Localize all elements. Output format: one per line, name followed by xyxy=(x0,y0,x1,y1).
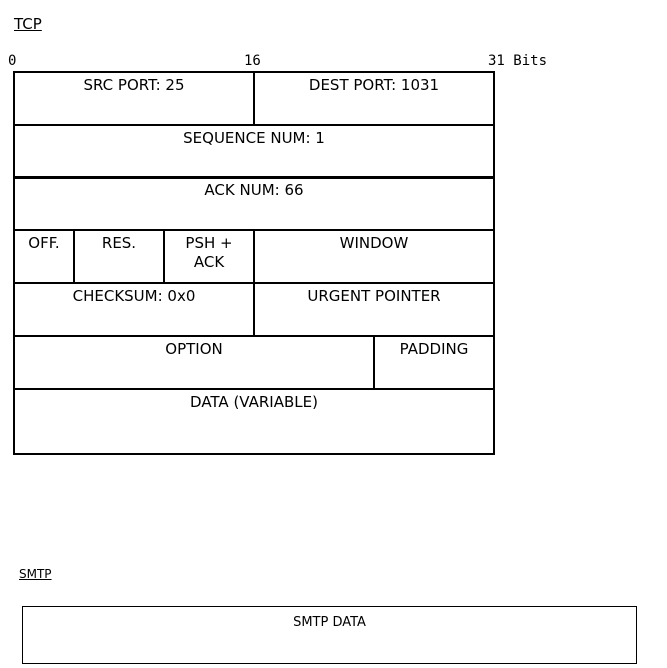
dest-port-label: DEST PORT: 1031 xyxy=(308,76,440,94)
data-label: DATA (VARIABLE) xyxy=(190,393,318,411)
window-label: WINDOW xyxy=(339,234,409,252)
data-field xyxy=(13,388,495,455)
smtp-data-label: SMTP DATA xyxy=(293,615,366,630)
dest-port-field xyxy=(253,71,495,126)
src-port-label: SRC PORT: 25 xyxy=(83,76,185,94)
sequence-num-field xyxy=(13,124,495,179)
checksum-label: CHECKSUM: 0x0 xyxy=(72,287,196,305)
option-field xyxy=(13,335,375,390)
window-field xyxy=(253,229,495,284)
option-label: OPTION xyxy=(165,340,223,358)
src-port-field xyxy=(13,71,255,126)
smtp-title: SMTP xyxy=(19,567,52,581)
tcp-title: TCP xyxy=(14,15,42,33)
urgent-pointer-label: URGENT POINTER xyxy=(307,287,441,305)
offset-label: OFF. xyxy=(28,234,60,252)
flags-label-line1: PSH + xyxy=(185,234,233,252)
bit-ruler-start: 0 xyxy=(8,53,17,69)
padding-label: PADDING xyxy=(399,340,469,358)
reserved-label: RES. xyxy=(101,234,137,252)
ack-num-field xyxy=(13,176,495,231)
flags-field xyxy=(163,229,255,284)
flags-label-line2: ACK xyxy=(193,253,225,271)
bit-ruler-mid: 16 xyxy=(244,53,261,69)
ack-num-label: ACK NUM: 66 xyxy=(204,181,304,199)
bit-ruler-end: 31 Bits xyxy=(488,53,548,69)
sequence-num-label: SEQUENCE NUM: 1 xyxy=(183,129,325,147)
reserved-field xyxy=(73,229,165,284)
checksum-field xyxy=(13,282,255,337)
offset-field xyxy=(13,229,75,284)
padding-field xyxy=(373,335,495,390)
urgent-pointer-field xyxy=(253,282,495,337)
smtp-data-field xyxy=(22,606,637,664)
